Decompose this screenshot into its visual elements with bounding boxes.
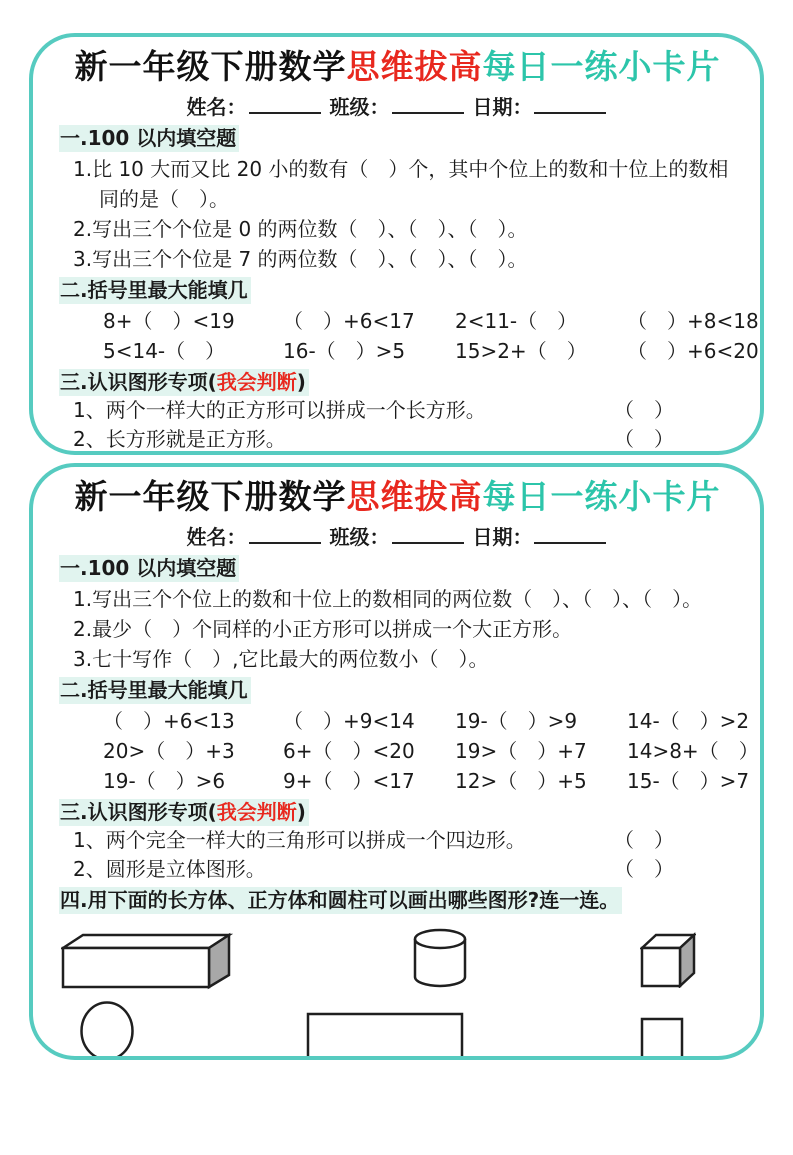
equation-grid	[59, 306, 759, 366]
question-item: 3.七十写作（ ）,它比最大的两位数小（ ）。	[73, 647, 489, 671]
equation: （ ）+9<14	[283, 709, 415, 733]
cube-shape	[640, 932, 696, 988]
match-shapes-area	[59, 916, 736, 1060]
judge-item: 1、两个完全一样大的三角形可以拼成一个四边形。 （ ）	[59, 826, 736, 855]
worksheet-card-2	[29, 463, 764, 1060]
answer-parens: （ ）	[614, 828, 674, 852]
name-label: 姓名：	[186, 525, 247, 549]
section-1-items	[59, 154, 736, 274]
worksheet-title	[59, 45, 736, 89]
equation: （ ）+6<17	[283, 309, 415, 333]
equation: 9+（ ）<17	[283, 769, 415, 793]
date-label: 日期：	[472, 525, 533, 549]
section-2-heading: 二.括号里最大能填几	[59, 677, 736, 704]
question-item: 2.写出三个个位是 0 的两位数（ ）、（ ）、（ ）。	[73, 217, 528, 241]
heading-red-note: 我会判断	[216, 370, 297, 394]
cuboid-shape	[61, 932, 233, 990]
equation: 19-（ ）>6	[103, 769, 226, 793]
equation: 14-（ ）>2	[627, 709, 750, 733]
class-label: 班级：	[329, 525, 390, 549]
equation: 20>（ ）+3	[103, 739, 235, 763]
date-blank-field	[534, 92, 606, 114]
equation: 5<14-（ ）	[103, 339, 226, 363]
answer-parens: （ ）	[614, 427, 674, 451]
equation: （ ）+6<13	[103, 709, 235, 733]
equation: 8+（ ）<19	[103, 309, 235, 333]
section-3-heading: 三.认识图形专项(我会判断)	[59, 369, 736, 396]
rectangle-shape	[306, 1012, 464, 1060]
circle-shape	[79, 1000, 135, 1060]
question-item: 1.比 10 大而又比 20 小的数有（ ）个，其中个位上的数和十位上的数相同的是（ ）。	[73, 157, 729, 211]
section-1-items	[59, 584, 736, 674]
title-part-teal: 每日一练小卡片	[482, 477, 721, 516]
answer-parens: （ ）	[614, 857, 674, 881]
section-4-heading: 四.用下面的长方体、正方体和圆柱可以画出哪些图形?连一连。	[59, 887, 736, 914]
meta-line	[59, 522, 736, 552]
title-part-black: 新一年级下册数学	[74, 47, 347, 86]
equation: 15-（ ）>7	[627, 769, 750, 793]
worksheet-card-1	[29, 33, 764, 455]
worksheet-title	[59, 475, 736, 519]
equation-grid	[59, 706, 759, 796]
section-1-heading: 一.100 以内填空题	[59, 125, 736, 152]
equation: 12>（ ）+5	[455, 769, 587, 793]
judge-item: 1、两个一样大的正方形可以拼成一个长方形。 （ ）	[59, 396, 736, 425]
date-blank-field	[534, 522, 606, 544]
equation: 14>8+（ ）	[627, 739, 759, 763]
answer-parens: （ ）	[614, 398, 674, 422]
section-3-heading: 三.认识图形专项(我会判断)	[59, 799, 736, 826]
section-2-heading: 二.括号里最大能填几	[59, 277, 736, 304]
square-shape	[640, 1017, 684, 1060]
title-part-red: 思维拔高	[346, 47, 483, 86]
name-blank-field	[249, 92, 321, 114]
equation: 16-（ ）>5	[283, 339, 406, 363]
judge-item: 2、圆形是立体图形。 （ ）	[59, 855, 736, 884]
date-label: 日期：	[472, 95, 533, 119]
meta-line	[59, 92, 736, 122]
class-blank-field	[392, 92, 464, 114]
title-part-teal: 每日一练小卡片	[482, 47, 721, 86]
judge-item: 2、长方形就是正方形。 （ ）	[59, 425, 736, 454]
equation: 19>（ ）+7	[455, 739, 587, 763]
class-label: 班级：	[329, 95, 390, 119]
equation: 6+（ ）<20	[283, 739, 415, 763]
name-label: 姓名：	[186, 95, 247, 119]
title-part-black: 新一年级下册数学	[74, 477, 347, 516]
section-1-heading: 一.100 以内填空题	[59, 555, 736, 582]
question-item: 1.写出三个个位上的数和十位上的数相同的两位数（ ）、（ ）、（ ）。	[73, 587, 703, 611]
equation: 19-（ ）>9	[455, 709, 578, 733]
name-blank-field	[249, 522, 321, 544]
title-part-red: 思维拔高	[346, 477, 483, 516]
question-item: 3.写出三个个位是 7 的两位数（ ）、（ ）、（ ）。	[73, 247, 528, 271]
equation: 2<11-（ ）	[455, 309, 578, 333]
class-blank-field	[392, 522, 464, 544]
cylinder-shape	[413, 928, 467, 988]
equation: （ ）+6<20	[627, 339, 759, 363]
equation: （ ）+8<18	[627, 309, 759, 333]
heading-red-note: 我会判断	[216, 800, 297, 824]
equation: 15>2+（ ）	[455, 339, 587, 363]
question-item: 2.最少（ ）个同样的小正方形可以拼成一个大正方形。	[73, 617, 573, 641]
